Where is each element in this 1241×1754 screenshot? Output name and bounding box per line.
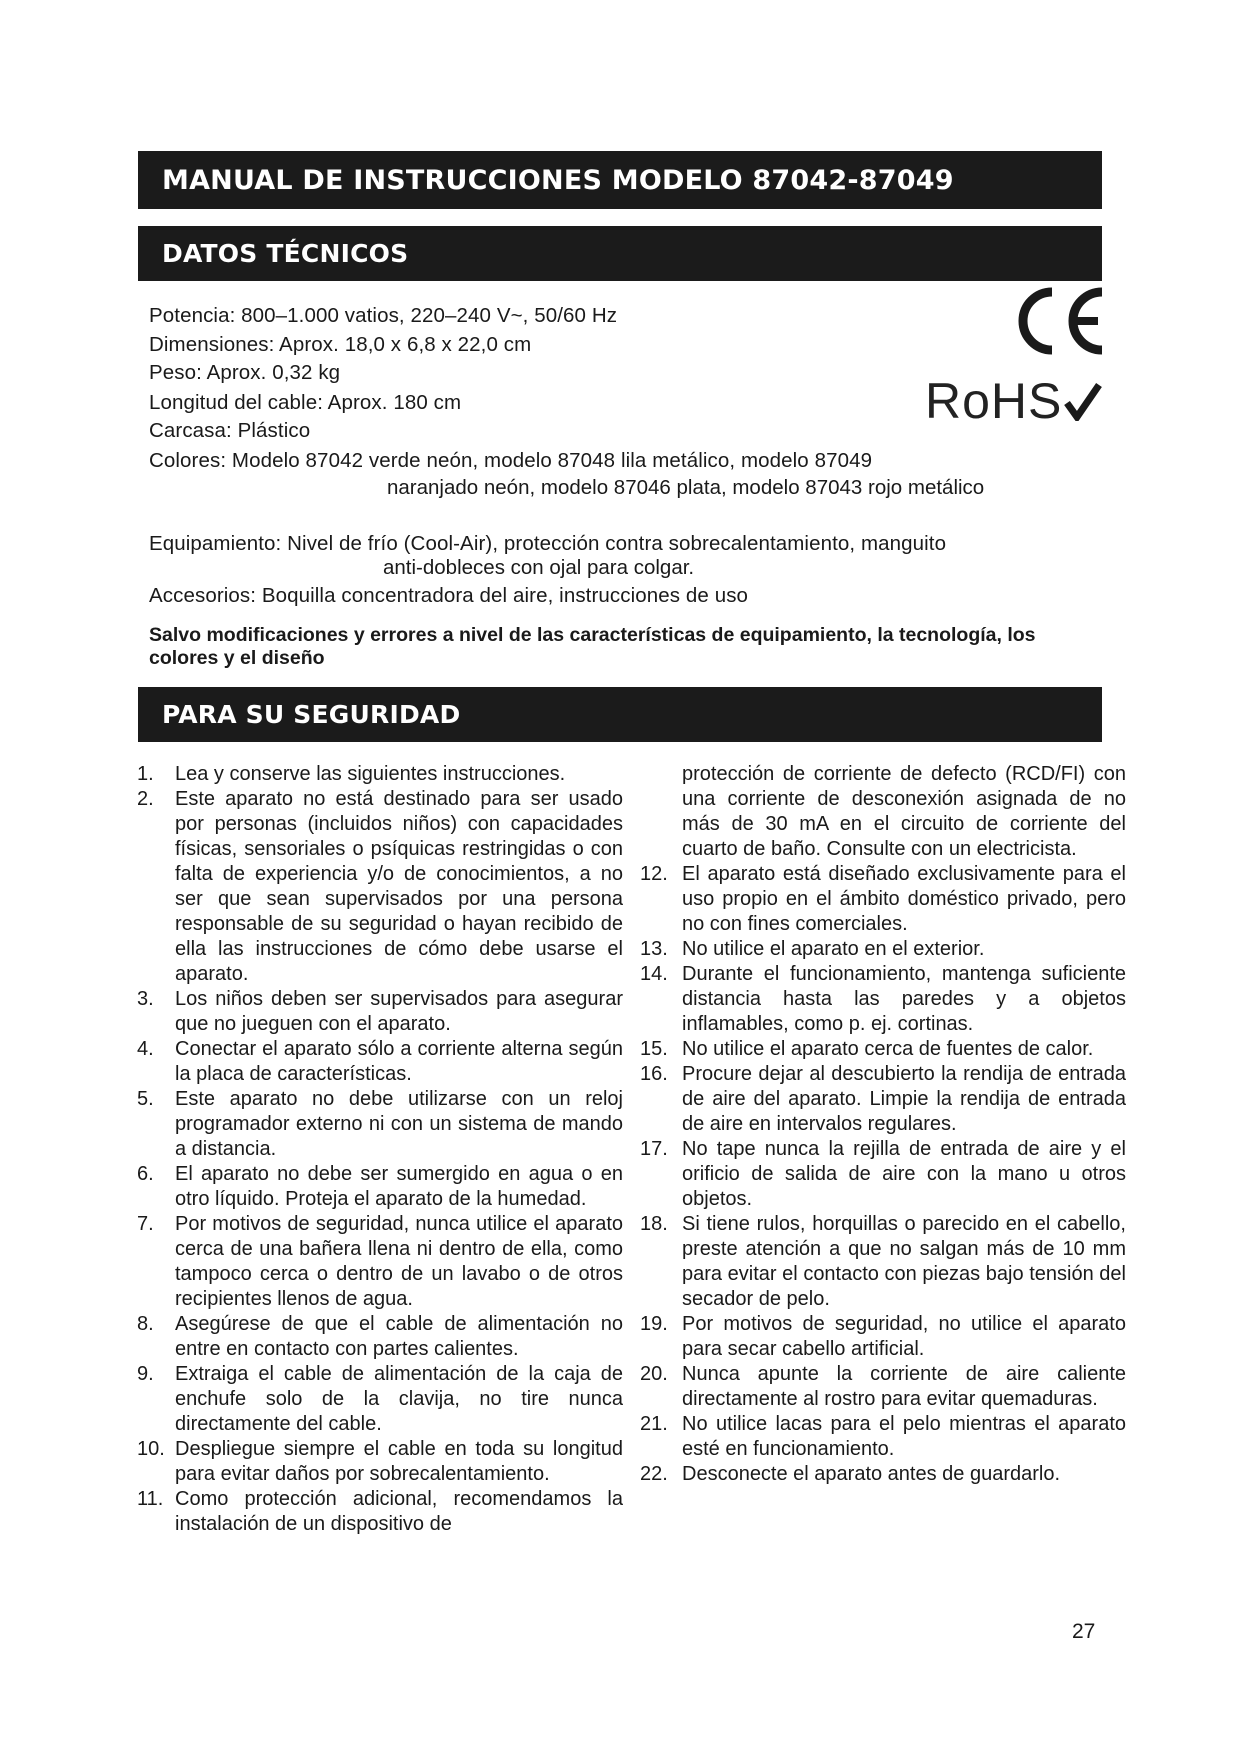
safety-item-text: Este aparato no está destinado para ser usado por personas (incluidos niños) con capacidades físicas, sensoriales o psíquicas restringidas o con falta de experiencia y/o de conocimientos, a no ser que sean supervisados por una persona responsable de su seguridad o hayan recibido de ella las instrucciones de cómo debe usarse el aparato.	[175, 788, 623, 985]
safety-item-number: 9.	[137, 1363, 154, 1385]
safety-item-text: Conectar el aparato sólo a corriente alterna según la placa de características.	[175, 1038, 623, 1085]
spec-peso: Peso: Aprox. 0,32 kg	[149, 361, 341, 384]
section-seguridad-bar	[138, 687, 1102, 742]
safety-item	[137, 1362, 623, 1437]
safety-item	[137, 987, 623, 1037]
safety-item-text: El aparato está diseñado exclusivamente para el uso propio en el ámbito doméstico privado, pero no con fines comerciales.	[682, 863, 1126, 935]
safety-item-text: Por motivos de seguridad, nunca utilice el aparato cerca de una bañera llena ni dentro de ella, como tampoco cerca o dentro de un lavabo o de otros recipientes llenos de agua.	[175, 1213, 623, 1310]
safety-item-number: 6.	[137, 1163, 154, 1185]
safety-item-number: 8.	[137, 1313, 154, 1335]
safety-item-text: Asegúrese de que el cable de alimentación no entre en contacto con partes calientes.	[175, 1313, 623, 1360]
safety-item-number: 11.	[137, 1488, 164, 1510]
safety-item-number: 2.	[137, 788, 154, 810]
safety-item	[640, 862, 1126, 937]
ce-mark-logo	[1012, 286, 1108, 356]
safety-item	[640, 1037, 1126, 1062]
rohs-text: RoHS	[925, 373, 1063, 429]
spec-colores-line1: Colores: Modelo 87042 verde neón, modelo 87048 lila metálico, modelo 87049	[149, 449, 873, 472]
safety-item-text: No utilice lacas para el pelo mientras el aparato esté en funcionamiento.	[682, 1413, 1126, 1460]
safety-item	[640, 1312, 1126, 1362]
page-number: 27	[1072, 1620, 1096, 1643]
safety-item	[640, 962, 1126, 1037]
spec-cable: Longitud del cable: Aprox. 180 cm	[149, 391, 462, 414]
section-datos-tecnicos-bar	[138, 226, 1102, 281]
safety-item-number: 10.	[137, 1438, 165, 1460]
safety-item	[137, 1087, 623, 1162]
safety-item	[137, 1037, 623, 1087]
safety-list-left-column	[137, 762, 623, 1537]
safety-item	[137, 787, 623, 987]
safety-item-text: Durante el funcionamiento, mantenga suficiente distancia hasta las paredes y a objetos inflamables, como p. ej. cortinas.	[682, 963, 1126, 1035]
safety-item	[640, 1462, 1126, 1487]
disclaimer-note: Salvo modificaciones y errores a nivel de las características de equipamiento, la tecnología, los colores y el diseño	[149, 624, 1036, 669]
safety-item-number: 7.	[137, 1213, 154, 1235]
safety-item	[640, 1212, 1126, 1312]
safety-item-text: Como protección adicional, recomendamos la instalación de un dispositivo de	[175, 1488, 623, 1535]
safety-item-11-continued: protección de corriente de defecto (RCD/FI) con una corriente de desconexión asignada de no más de 30 mA en el circuito de corriente del cuarto de baño. Consulte con un electricista.	[682, 763, 1126, 860]
spec-equipamiento-line2: anti-dobleces con ojal para colgar.	[383, 556, 695, 579]
spec-potencia: Potencia: 800–1.000 vatios, 220–240 V~, 50/60 Hz	[149, 304, 618, 327]
safety-item-number: 5.	[137, 1088, 154, 1110]
spec-carcasa: Carcasa: Plástico	[149, 419, 311, 442]
safety-item-number: 18.	[640, 1213, 668, 1235]
safety-item-text: Extraiga el cable de alimentación de la caja de enchufe solo de la clavija, no tire nunca directamente del cable.	[175, 1363, 623, 1435]
safety-item	[137, 1437, 623, 1487]
safety-item-number: 13.	[640, 938, 668, 960]
safety-item-number: 3.	[137, 988, 154, 1010]
safety-item-text: Este aparato no debe utilizarse con un reloj programador externo ni con un sistema de mando a distancia.	[175, 1088, 623, 1160]
safety-item-number: 17.	[640, 1138, 668, 1160]
safety-item-number: 14.	[640, 963, 668, 985]
safety-item-text: No utilice el aparato en el exterior.	[682, 938, 985, 960]
safety-item-text: Lea y conserve las siguientes instrucciones.	[175, 763, 566, 785]
safety-item-number: 16.	[640, 1063, 668, 1085]
spec-dimensiones: Dimensiones: Aprox. 18,0 x 6,8 x 22,0 cm	[149, 333, 532, 356]
safety-item-number: 12.	[640, 863, 668, 885]
safety-item	[640, 1412, 1126, 1462]
safety-item-number: 1.	[137, 763, 154, 785]
safety-item-number: 4.	[137, 1038, 154, 1060]
safety-item-text: Desconecte el aparato antes de guardarlo.	[682, 1463, 1061, 1485]
safety-item-text: Procure dejar al descubierto la rendija de entrada de aire del aparato. Limpie la rendija de entrada de aire en intervalos regulares.	[682, 1063, 1126, 1135]
safety-item	[640, 937, 1126, 962]
safety-item-text: Nunca apunte la corriente de aire caliente directamente al rostro para evitar quemaduras.	[682, 1363, 1126, 1410]
spec-accesorios: Accesorios: Boquilla concentradora del aire, instrucciones de uso	[149, 584, 749, 607]
safety-item	[137, 1312, 623, 1362]
safety-item-text: No utilice el aparato cerca de fuentes de calor.	[682, 1038, 1094, 1060]
section-seguridad-heading: PARA SU SEGURIDAD	[162, 700, 461, 729]
safety-item-number: 22.	[640, 1463, 668, 1485]
checkmark-icon	[1064, 381, 1102, 421]
safety-item	[640, 1137, 1126, 1212]
safety-item	[137, 1162, 623, 1212]
rohs-logo	[925, 372, 1102, 430]
safety-item	[137, 1212, 623, 1312]
safety-item-text: Los niños deben ser supervisados para asegurar que no jueguen con el aparato.	[175, 988, 623, 1035]
manual-title: MANUAL DE INSTRUCCIONES MODELO 87042-87049	[162, 164, 954, 196]
safety-item-text: Despliegue siempre el cable en toda su longitud para evitar daños por sobrecalentamiento.	[175, 1438, 623, 1485]
safety-item	[137, 1487, 623, 1537]
safety-item-text: No tape nunca la rejilla de entrada de aire y el orificio de salida de aire con la mano u otros objetos.	[682, 1138, 1126, 1210]
safety-list-right-column	[640, 762, 1126, 1487]
safety-item-text: Por motivos de seguridad, no utilice el aparato para secar cabello artificial.	[682, 1313, 1126, 1360]
spec-equipamiento-line1: Equipamiento: Nivel de frío (Cool-Air), protección contra sobrecalentamiento, manguito	[149, 532, 947, 555]
safety-item-text: Si tiene rulos, horquillas o parecido en el cabello, preste atención a que no salgan más de 10 mm para evitar el contacto con piezas bajo tensión del secador de pelo.	[682, 1213, 1126, 1310]
safety-item-number: 19.	[640, 1313, 668, 1335]
safety-item	[640, 1362, 1126, 1412]
safety-item-number: 21.	[640, 1413, 668, 1435]
safety-item	[137, 762, 623, 787]
section-datos-tecnicos-heading: DATOS TÉCNICOS	[162, 239, 409, 268]
safety-item-number: 15.	[640, 1038, 668, 1060]
safety-item-number: 20.	[640, 1363, 668, 1385]
spec-colores-line2: naranjado neón, modelo 87046 plata, modelo 87043 rojo metálico	[387, 476, 985, 499]
manual-title-bar	[138, 151, 1102, 209]
safety-item	[640, 1062, 1126, 1137]
safety-item-text: El aparato no debe ser sumergido en agua o en otro líquido. Proteja el aparato de la humedad.	[175, 1163, 623, 1210]
